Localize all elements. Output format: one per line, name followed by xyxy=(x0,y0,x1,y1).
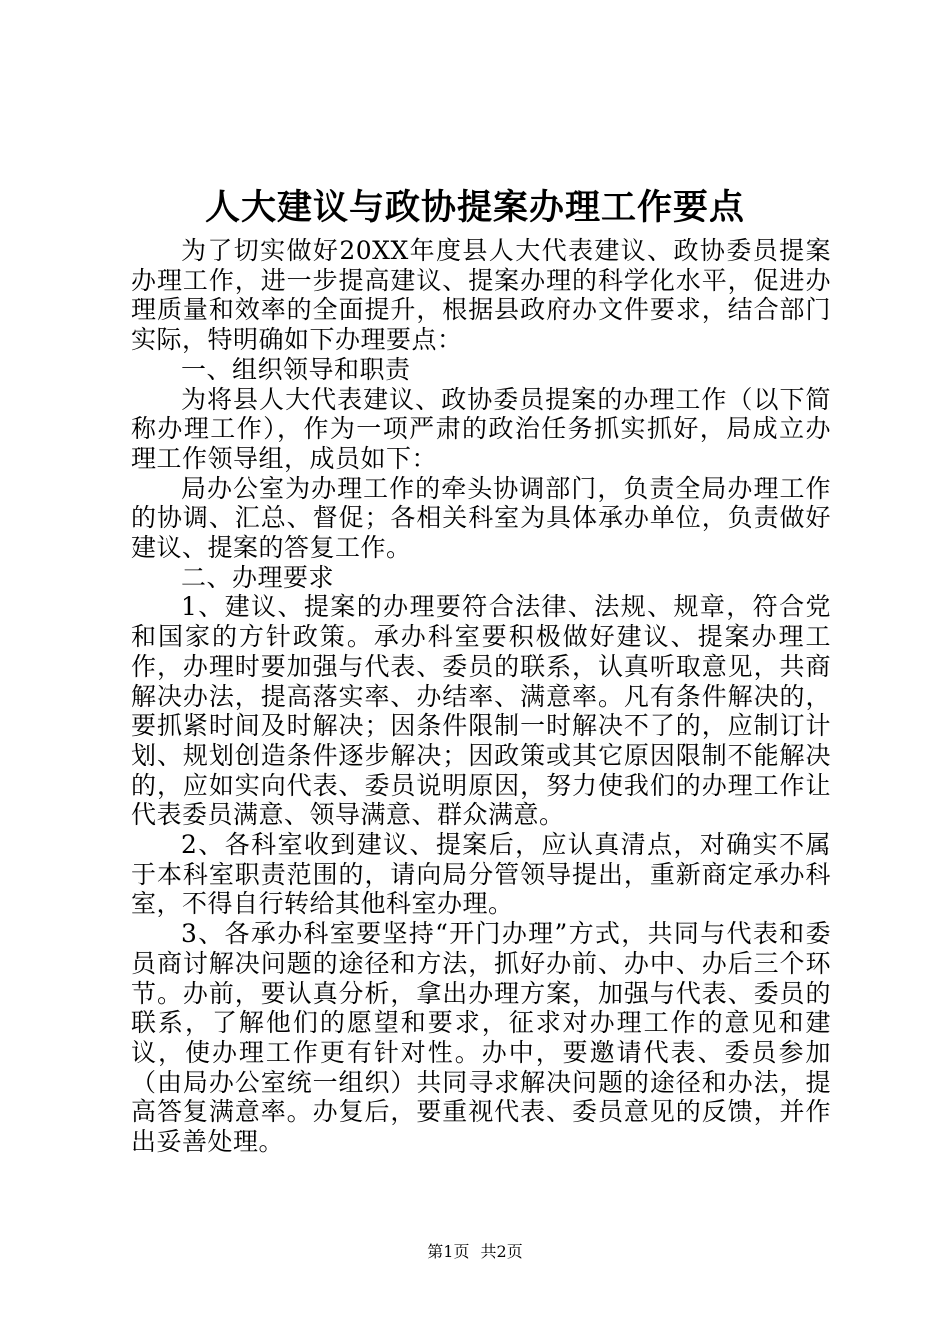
body-paragraph: 2、各科室收到建议、提案后，应认真清点，对确实不属于本科室职责范围的，请向局分管领导提出，重新商定承办科室，不得自行转给其他科室办理。 xyxy=(131,830,831,919)
body-paragraph: 为将县人大代表建议、政协委员提案的办理工作（以下简称办理工作），作为一项严肃的政治任务抓实抓好，局成立办理工作领导组，成员如下： xyxy=(131,384,831,473)
page-footer xyxy=(0,1240,950,1264)
body-paragraph: 3、各承办科室要坚持“开门办理”方式，共同与代表和委员商讨解决问题的途径和方法，抓好办前、办中、办后三个环节。办前，要认真分析，拿出办理方案，加强与代表、委员的联系，了解他们的愿望和要求，征求对办理工作的意见和建议，使办理工作更有针对性。办中，要邀请代表、委员参加（由局办公室统一组织）共同寻求解决问题的途径和办法，提高答复满意率。办复后，要重视代表、委员意见的反馈，并作出妥善处理。 xyxy=(131,919,831,1157)
section-heading-1: 一、组织领导和职责 xyxy=(181,354,411,384)
page-number: 第1页 xyxy=(427,1242,470,1261)
body-paragraph: 局办公室为办理工作的牵头协调部门，负责全局办理工作的协调、汇总、督促；各相关科室为具体承办单位，负责做好建议、提案的答复工作。 xyxy=(131,473,831,563)
document-title: 人大建议与政协提案办理工作要点 xyxy=(204,187,745,228)
document-body xyxy=(131,236,831,1157)
page-total: 共2页 xyxy=(480,1242,523,1261)
section-heading-2: 二、办理要求 xyxy=(181,562,335,592)
body-paragraph: 1、建议、提案的办理要符合法律、法规、规章，符合党和国家的方针政策。承办科室要积极做好建议、提案办理工作，办理时要加强与代表、委员的联系，认真听取意见，共商解决办法，提高落实率、办结率、满意率。凡有条件解决的，要抓紧时间及时解决；因条件限制一时解决不了的，应制订计划、规划创造条件逐步解决；因政策或其它原因限制不能解决的，应如实向代表、委员说明原因，努力使我们的办理工作让代表委员满意、领导满意、群众满意。 xyxy=(131,592,831,830)
intro-paragraph: 为了切实做好20XX年度县人大代表建议、政协委员提案办理工作，进一步提高建议、提案办理的科学化水平，促进办理质量和效率的全面提升，根据县政府办文件要求，结合部门实际，特明确如下办理要点： xyxy=(131,236,831,355)
